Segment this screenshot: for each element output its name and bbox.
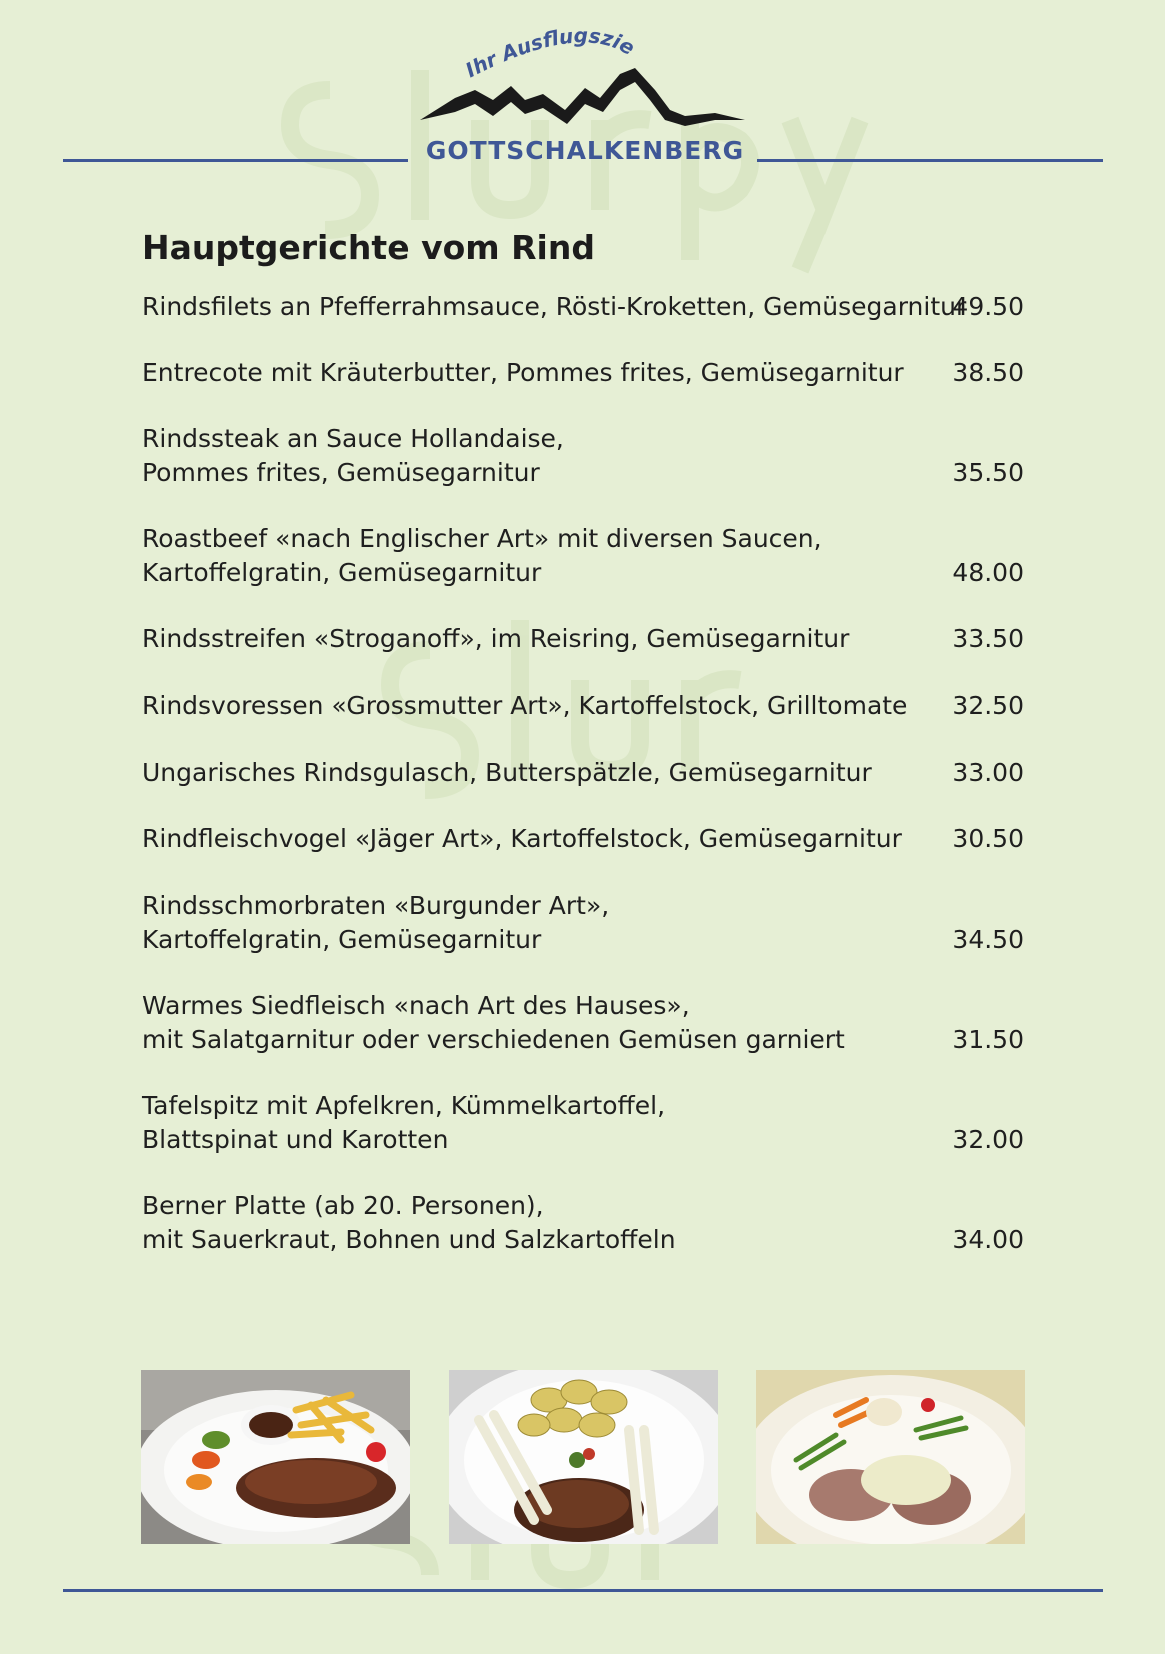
- dish-description: Rindsschmorbraten «Burgunder Art»,: [142, 891, 610, 920]
- menu-item: [142, 622, 1027, 656]
- menu-item: [142, 1189, 1027, 1257]
- dish-description: Entrecote mit Kräuterbutter, Pommes frites, Gemüsegarnitur: [142, 358, 904, 387]
- dish-description-line2: mit Sauerkraut, Bohnen und Salzkartoffeln: [142, 1225, 676, 1254]
- dish-description: Rindsfilets an Pfefferrahmsauce, Rösti-Kroketten, Gemüsegarnitur: [142, 292, 967, 321]
- dish-price: 38.50: [952, 358, 1024, 387]
- logo-tagline: Ihr Ausflugsziel: [461, 28, 639, 83]
- dish-price: 48.00: [952, 558, 1024, 587]
- dish-description: Roastbeef «nach Englischer Art» mit diversen Saucen,: [142, 524, 822, 553]
- dish-description: Ungarisches Rindsgulasch, Butterspätzle, Gemüsegarnitur: [142, 758, 872, 787]
- dish-description: Rindsstreifen «Stroganoff», im Reisring, Gemüsegarnitur: [142, 624, 850, 653]
- dish-price: 34.00: [952, 1225, 1024, 1254]
- dish-description-line2: Kartoffelgratin, Gemüsegarnitur: [142, 925, 542, 954]
- menu-item: [142, 522, 1027, 590]
- menu-item: [142, 1089, 1027, 1157]
- dish-price: 33.50: [952, 624, 1024, 653]
- dish-price: 33.00: [952, 758, 1024, 787]
- dish-description-line2: Pommes frites, Gemüsegarnitur: [142, 458, 540, 487]
- menu-list: [142, 0, 1027, 1300]
- menu-item: [142, 290, 1027, 324]
- menu-item: [142, 822, 1027, 856]
- steak-potatoes-asparagus-plate-photo: [449, 1370, 718, 1544]
- logo-name: GOTTSCHALKENBERG: [425, 136, 745, 165]
- dish-description-line2: Kartoffelgratin, Gemüsegarnitur: [142, 558, 542, 587]
- roastbeef-sauce-plate-photo: [756, 1370, 1025, 1544]
- dish-price: 32.50: [952, 691, 1024, 720]
- dish-description-line2: mit Salatgarnitur oder verschiedenen Gemüsen garniert: [142, 1025, 845, 1054]
- menu-item: [142, 989, 1027, 1057]
- menu-item: [142, 756, 1027, 790]
- dish-description: Berner Platte (ab 20. Personen),: [142, 1191, 544, 1220]
- dish-description: Rindfleischvogel «Jäger Art», Kartoffelstock, Gemüsegarnitur: [142, 824, 902, 853]
- dish-price: 49.50: [952, 292, 1024, 321]
- steak-fries-plate-photo: [141, 1370, 410, 1544]
- menu-item: [142, 689, 1027, 723]
- footer-rule: [63, 1589, 1103, 1592]
- dish-price: 34.50: [952, 925, 1024, 954]
- dish-price: 35.50: [952, 458, 1024, 487]
- section-title: Hauptgerichte vom Rind: [142, 228, 595, 267]
- menu-item: [142, 889, 1027, 957]
- dish-description: Rindsvoressen «Grossmutter Art», Kartoffelstock, Grilltomate: [142, 691, 908, 720]
- dish-price: 30.50: [952, 824, 1024, 853]
- dish-description-line2: Blattspinat und Karotten: [142, 1125, 449, 1154]
- dish-price: 32.00: [952, 1125, 1024, 1154]
- dish-description: Rindssteak an Sauce Hollandaise,: [142, 424, 564, 453]
- dish-description: Tafelspitz mit Apfelkren, Kümmelkartoffel,: [142, 1091, 666, 1120]
- menu-item: [142, 422, 1027, 490]
- dish-price: 31.50: [952, 1025, 1024, 1054]
- menu-item: [142, 356, 1027, 390]
- dish-description: Warmes Siedfleisch «nach Art des Hauses»,: [142, 991, 690, 1020]
